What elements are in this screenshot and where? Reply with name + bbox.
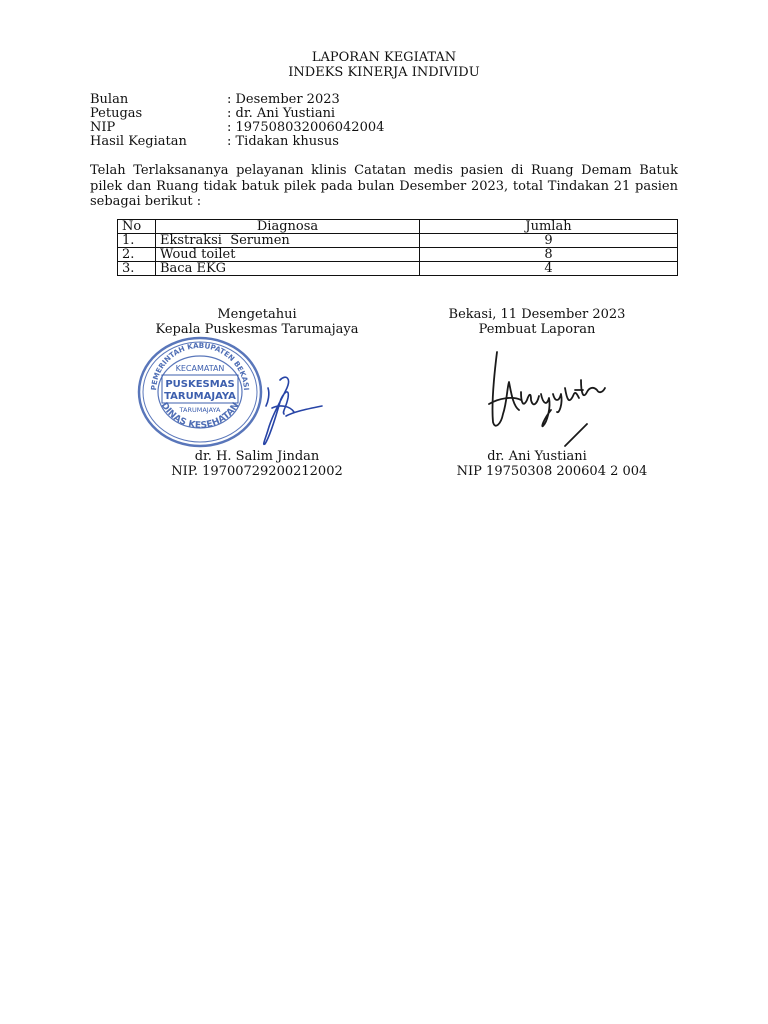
info-value: : 197508032006042004 bbox=[227, 120, 385, 135]
left-signature bbox=[250, 372, 325, 450]
stamp-puskesmas: PUSKESMAS bbox=[165, 379, 235, 390]
report-title-line2: INDEKS KINERJA INDIVIDU bbox=[288, 65, 480, 80]
stamp-outer-top-text: PEMERINTAH KABUPATEN BEKASI bbox=[148, 340, 251, 391]
table-cell-jumlah: 9 bbox=[420, 234, 678, 248]
stamp-small-text: TARUMAJAYA bbox=[179, 406, 221, 414]
right-sig-role: Pembuat Laporan bbox=[478, 322, 596, 337]
table-header-row bbox=[118, 220, 678, 234]
info-value: : dr. Ani Yustiani bbox=[227, 106, 336, 121]
stamp-outer-bottom-text: DINAS KESEHATAN bbox=[158, 400, 242, 431]
right-sig-date: Bekasi, 11 Desember 2023 bbox=[448, 307, 626, 322]
table-cell-diagnosa: Woud toilet bbox=[156, 248, 420, 262]
table-cell-jumlah: 4 bbox=[420, 262, 678, 276]
info-value: : Desember 2023 bbox=[227, 92, 340, 107]
report-paragraph: Telah Terlaksananya pelayanan klinis Catatan medis pasien di Ruang Demam Batuk pilek dan Ruang tidak batuk pilek pada bulan Desember 2023, total Tindakan 21 pasien sebagai berikut : bbox=[90, 163, 678, 209]
info-label: NIP bbox=[90, 120, 116, 135]
left-sig-name: dr. H. Salim Jindan bbox=[194, 449, 320, 464]
table-row bbox=[118, 234, 678, 248]
right-sig-nip: NIP 19750308 200604 2 004 bbox=[456, 464, 648, 479]
left-sig-line2: Kepala Puskesmas Tarumajaya bbox=[155, 322, 359, 337]
right-sig-name: dr. Ani Yustiani bbox=[487, 449, 587, 464]
table-row bbox=[118, 248, 678, 262]
info-label: Petugas bbox=[90, 106, 143, 121]
table-cell-no: 2. bbox=[118, 248, 156, 262]
left-sig-nip: NIP. 19700729200212002 bbox=[171, 464, 343, 479]
table-header-diagnosa: Diagnosa bbox=[156, 220, 420, 234]
table-cell-no: 1. bbox=[118, 234, 156, 248]
table-cell-no: 3. bbox=[118, 262, 156, 276]
table-row bbox=[118, 262, 678, 276]
stamp-kecamatan: KECAMATAN bbox=[175, 364, 225, 373]
left-sig-line1: Mengetahui bbox=[217, 307, 297, 322]
table-cell-jumlah: 8 bbox=[420, 248, 678, 262]
info-value: : Tidakan khusus bbox=[227, 134, 339, 149]
table-header-jumlah: Jumlah bbox=[420, 220, 678, 234]
activity-table bbox=[117, 219, 678, 276]
info-label: Bulan bbox=[90, 92, 129, 107]
info-label: Hasil Kegiatan bbox=[90, 134, 187, 149]
official-stamp bbox=[136, 335, 264, 449]
table-cell-diagnosa: Baca EKG bbox=[156, 262, 420, 276]
table-header-no: No bbox=[118, 220, 156, 234]
right-signature bbox=[485, 348, 610, 450]
report-title-line1: LAPORAN KEGIATAN bbox=[311, 50, 457, 65]
stamp-tarumajaya: TARUMAJAYA bbox=[164, 391, 236, 402]
table-cell-diagnosa: Ekstraksi Serumen bbox=[156, 234, 420, 248]
